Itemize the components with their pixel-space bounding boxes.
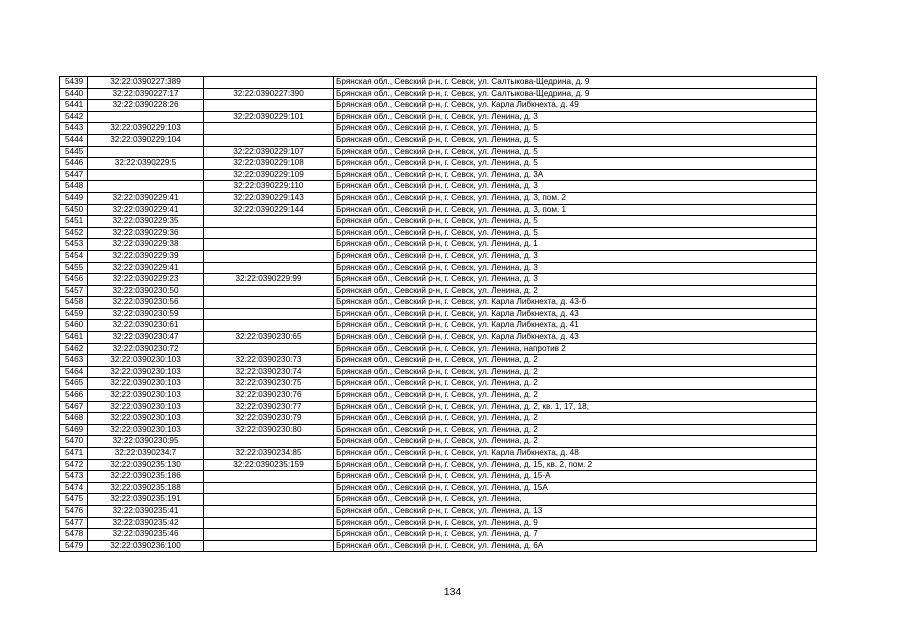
table-row xyxy=(60,471,817,483)
linked-cadastral-number-cell xyxy=(204,123,334,135)
table-row xyxy=(60,192,817,204)
table-row xyxy=(60,77,817,89)
address-cell: Брянская обл., Севский р-н, г. Севск, ул. Ленина, д. 3 xyxy=(334,111,817,123)
row-number-cell: 5461 xyxy=(60,332,88,344)
table-row xyxy=(60,529,817,541)
address-cell: Брянская обл., Севский р-н, г. Севск, ул. Ленина, д. 5 xyxy=(334,146,817,158)
linked-cadastral-number-cell: 32:22:0390229:144 xyxy=(204,204,334,216)
table-row xyxy=(60,540,817,552)
address-cell: Брянская обл., Севский р-н, г. Севск, ул. Ленина, д. 2, кв. 1, 17, 18, xyxy=(334,401,817,413)
address-cell: Брянская обл., Севский р-н, г. Севск, ул. Ленина, д. 3А xyxy=(334,169,817,181)
address-cell: Брянская обл., Севский р-н, г. Севск, ул. Ленина, д. 2 xyxy=(334,355,817,367)
linked-cadastral-number-cell: 32:22:0390229:101 xyxy=(204,111,334,123)
cadastral-number-cell: 32:22:0390235:46 xyxy=(88,529,204,541)
row-number-cell: 5440 xyxy=(60,88,88,100)
linked-cadastral-number-cell xyxy=(204,227,334,239)
address-cell: Брянская обл., Севский р-н, г. Севск, ул. Ленина, д. 2 xyxy=(334,390,817,402)
table-row xyxy=(60,332,817,344)
linked-cadastral-number-cell xyxy=(204,250,334,262)
row-number-cell: 5453 xyxy=(60,239,88,251)
row-number-cell: 5450 xyxy=(60,204,88,216)
cadastral-number-cell: 32:22:0390229:5 xyxy=(88,158,204,170)
table-row xyxy=(60,181,817,193)
cadastral-number-cell xyxy=(88,146,204,158)
registry-table-body xyxy=(60,77,817,552)
row-number-cell: 5441 xyxy=(60,100,88,112)
linked-cadastral-number-cell: 32:22:0390229:107 xyxy=(204,146,334,158)
linked-cadastral-number-cell xyxy=(204,343,334,355)
table-row xyxy=(60,505,817,517)
cadastral-number-cell: 32:22:0390229:41 xyxy=(88,204,204,216)
table-row xyxy=(60,448,817,460)
table-row xyxy=(60,494,817,506)
linked-cadastral-number-cell xyxy=(204,134,334,146)
address-cell: Брянская обл., Севский р-н, г. Севск, ул. Ленина, д. 3 xyxy=(334,262,817,274)
address-cell: Брянская обл., Севский р-н, г. Севск, ул. Ленина, д. 2 xyxy=(334,366,817,378)
cadastral-number-cell: 32:22:0390230:50 xyxy=(88,285,204,297)
address-cell: Брянская обл., Севский р-н, г. Севск, ул. Ленина, д. 3, пом. 1 xyxy=(334,204,817,216)
linked-cadastral-number-cell: 32:22:0390230:65 xyxy=(204,332,334,344)
row-number-cell: 5470 xyxy=(60,436,88,448)
linked-cadastral-number-cell: 32:22:0390234:85 xyxy=(204,448,334,460)
row-number-cell: 5463 xyxy=(60,355,88,367)
table-row xyxy=(60,459,817,471)
address-cell: Брянская обл., Севский р-н, г. Севск, ул. Ленина, д. 6А xyxy=(334,540,817,552)
row-number-cell: 5459 xyxy=(60,308,88,320)
row-number-cell: 5455 xyxy=(60,262,88,274)
table-row xyxy=(60,204,817,216)
table-row xyxy=(60,285,817,297)
linked-cadastral-number-cell: 32:22:0390229:109 xyxy=(204,169,334,181)
linked-cadastral-number-cell: 32:22:0390230:73 xyxy=(204,355,334,367)
linked-cadastral-number-cell xyxy=(204,239,334,251)
row-number-cell: 5462 xyxy=(60,343,88,355)
row-number-cell: 5446 xyxy=(60,158,88,170)
address-cell: Брянская обл., Севский р-н, г. Севск, ул. Ленина, д. 15-А xyxy=(334,471,817,483)
address-cell: Брянская обл., Севский р-н, г. Севск, ул. Ленина, д. 5 xyxy=(334,227,817,239)
linked-cadastral-number-cell xyxy=(204,529,334,541)
row-number-cell: 5454 xyxy=(60,250,88,262)
row-number-cell: 5468 xyxy=(60,413,88,425)
page-number: 134 xyxy=(443,586,462,598)
cadastral-number-cell: 32:22:0390230:95 xyxy=(88,436,204,448)
row-number-cell: 5475 xyxy=(60,494,88,506)
table-row xyxy=(60,378,817,390)
cadastral-number-cell: 32:22:0390230:103 xyxy=(88,355,204,367)
address-cell: Брянская обл., Севский р-н, г. Севск, ул. Ленина, д. 2 xyxy=(334,378,817,390)
registry-table xyxy=(59,76,817,552)
cadastral-number-cell: 32:22:0390230:103 xyxy=(88,401,204,413)
table-row xyxy=(60,274,817,286)
linked-cadastral-number-cell xyxy=(204,482,334,494)
table-row xyxy=(60,297,817,309)
cadastral-number-cell: 32:22:0390235:130 xyxy=(88,459,204,471)
cadastral-number-cell xyxy=(88,169,204,181)
linked-cadastral-number-cell: 32:22:0390229:143 xyxy=(204,192,334,204)
address-cell: Брянская обл., Севский р-н, г. Севск, ул. Салтыкова-Щедрина, д. 9 xyxy=(334,77,817,89)
table-row xyxy=(60,100,817,112)
linked-cadastral-number-cell xyxy=(204,505,334,517)
address-cell: Брянская обл., Севский р-н, г. Севск, ул. Ленина, д. 15А xyxy=(334,482,817,494)
linked-cadastral-number-cell xyxy=(204,216,334,228)
row-number-cell: 5477 xyxy=(60,517,88,529)
linked-cadastral-number-cell xyxy=(204,285,334,297)
cadastral-number-cell: 32:22:0390236:100 xyxy=(88,540,204,552)
table-row xyxy=(60,123,817,135)
address-cell: Брянская обл., Севский р-н, г. Севск, ул. Ленина, д. 7 xyxy=(334,529,817,541)
address-cell: Брянская обл., Севский р-н, г. Севск, ул. Ленина, д. 15, кв. 2, пом. 2 xyxy=(334,459,817,471)
linked-cadastral-number-cell xyxy=(204,540,334,552)
row-number-cell: 5448 xyxy=(60,181,88,193)
row-number-cell: 5439 xyxy=(60,77,88,89)
address-cell: Брянская обл., Севский р-н, г. Севск, ул. Ленина, д. 2 xyxy=(334,413,817,425)
cadastral-number-cell: 32:22:0390230:103 xyxy=(88,390,204,402)
table-row xyxy=(60,482,817,494)
cadastral-number-cell xyxy=(88,181,204,193)
row-number-cell: 5473 xyxy=(60,471,88,483)
cadastral-number-cell: 32:22:0390229:38 xyxy=(88,239,204,251)
address-cell: Брянская обл., Севский р-н, г. Севск, ул. Карла Либкнехта, д. 41 xyxy=(334,320,817,332)
row-number-cell: 5467 xyxy=(60,401,88,413)
table-row xyxy=(60,517,817,529)
linked-cadastral-number-cell: 32:22:0390235:159 xyxy=(204,459,334,471)
linked-cadastral-number-cell: 32:22:0390227:390 xyxy=(204,88,334,100)
table-row xyxy=(60,262,817,274)
table-row xyxy=(60,390,817,402)
row-number-cell: 5466 xyxy=(60,390,88,402)
row-number-cell: 5474 xyxy=(60,482,88,494)
address-cell: Брянская обл., Севский р-н, г. Севск, ул. Ленина, д. 5 xyxy=(334,123,817,135)
cadastral-number-cell: 32:22:0390230:56 xyxy=(88,297,204,309)
linked-cadastral-number-cell xyxy=(204,436,334,448)
table-row xyxy=(60,146,817,158)
linked-cadastral-number-cell xyxy=(204,262,334,274)
address-cell: Брянская обл., Севский р-н, г. Севск, ул. Ленина, д. 1 xyxy=(334,239,817,251)
address-cell: Брянская обл., Севский р-н, г. Севск, ул. Карла Либкнехта, д. 43 xyxy=(334,332,817,344)
linked-cadastral-number-cell: 32:22:0390230:77 xyxy=(204,401,334,413)
linked-cadastral-number-cell xyxy=(204,297,334,309)
cadastral-number-cell: 32:22:0390230:103 xyxy=(88,424,204,436)
row-number-cell: 5442 xyxy=(60,111,88,123)
address-cell: Брянская обл., Севский р-н, г. Севск, ул. Карла Либкнехта, д. 43-б xyxy=(334,297,817,309)
address-cell: Брянская обл., Севский р-н, г. Севск, ул. Ленина, д. 5 xyxy=(334,158,817,170)
row-number-cell: 5456 xyxy=(60,274,88,286)
row-number-cell: 5443 xyxy=(60,123,88,135)
table-row xyxy=(60,88,817,100)
linked-cadastral-number-cell: 32:22:0390230:80 xyxy=(204,424,334,436)
cadastral-number-cell: 32:22:0390230:103 xyxy=(88,378,204,390)
address-cell: Брянская обл., Севский р-н, г. Севск, ул. Ленина, напротив 2 xyxy=(334,343,817,355)
linked-cadastral-number-cell: 32:22:0390229:99 xyxy=(204,274,334,286)
address-cell: Брянская обл., Севский р-н, г. Севск, ул. Ленина, д. 3 xyxy=(334,181,817,193)
address-cell: Брянская обл., Севский р-н, г. Севск, ул. Карла Либкнехта, д. 49 xyxy=(334,100,817,112)
cadastral-number-cell: 32:22:0390229:41 xyxy=(88,192,204,204)
address-cell: Брянская обл., Севский р-н, г. Севск, ул. Ленина, д. 2 xyxy=(334,436,817,448)
table-row xyxy=(60,366,817,378)
address-cell: Брянская обл., Севский р-н, г. Севск, ул. Карла Либкнехта, д. 43 xyxy=(334,308,817,320)
cadastral-number-cell: 32:22:0390230:103 xyxy=(88,366,204,378)
cadastral-number-cell: 32:22:0390235:186 xyxy=(88,471,204,483)
row-number-cell: 5444 xyxy=(60,134,88,146)
cadastral-number-cell: 32:22:0390235:41 xyxy=(88,505,204,517)
linked-cadastral-number-cell: 32:22:0390229:110 xyxy=(204,181,334,193)
table-row xyxy=(60,134,817,146)
row-number-cell: 5465 xyxy=(60,378,88,390)
linked-cadastral-number-cell: 32:22:0390230:79 xyxy=(204,413,334,425)
cadastral-number-cell: 32:22:0390230:61 xyxy=(88,320,204,332)
address-cell: Брянская обл., Севский р-н, г. Севск, ул. Ленина, д. 3 xyxy=(334,250,817,262)
linked-cadastral-number-cell xyxy=(204,77,334,89)
cadastral-number-cell: 32:22:0390229:39 xyxy=(88,250,204,262)
linked-cadastral-number-cell: 32:22:0390229:108 xyxy=(204,158,334,170)
linked-cadastral-number-cell: 32:22:0390230:76 xyxy=(204,390,334,402)
cadastral-number-cell: 32:22:0390229:41 xyxy=(88,262,204,274)
row-number-cell: 5451 xyxy=(60,216,88,228)
address-cell: Брянская обл., Севский р-н, г. Севск, ул. Ленина, д. 13 xyxy=(334,505,817,517)
linked-cadastral-number-cell: 32:22:0390230:75 xyxy=(204,378,334,390)
row-number-cell: 5457 xyxy=(60,285,88,297)
address-cell: Брянская обл., Севский р-н, г. Севск, ул. Ленина, д. 2 xyxy=(334,424,817,436)
row-number-cell: 5469 xyxy=(60,424,88,436)
cadastral-number-cell: 32:22:0390229:104 xyxy=(88,134,204,146)
address-cell: Брянская обл., Севский р-н, г. Севск, ул. Салтыкова-Щедрина, д. 9 xyxy=(334,88,817,100)
linked-cadastral-number-cell xyxy=(204,517,334,529)
cadastral-number-cell: 32:22:0390227:389 xyxy=(88,77,204,89)
address-cell: Брянская обл., Севский р-н, г. Севск, ул. Ленина, д. 5 xyxy=(334,134,817,146)
row-number-cell: 5449 xyxy=(60,192,88,204)
cadastral-number-cell: 32:22:0390230:59 xyxy=(88,308,204,320)
cadastral-number-cell: 32:22:0390229:35 xyxy=(88,216,204,228)
address-cell: Брянская обл., Севский р-н, г. Севск, ул. Ленина, д. 3 xyxy=(334,274,817,286)
linked-cadastral-number-cell xyxy=(204,100,334,112)
cadastral-number-cell: 32:22:0390229:103 xyxy=(88,123,204,135)
table-row xyxy=(60,355,817,367)
address-cell: Брянская обл., Севский р-н, г. Севск, ул. Ленина, д. 2 xyxy=(334,285,817,297)
table-row xyxy=(60,436,817,448)
cadastral-number-cell: 32:22:0390230:47 xyxy=(88,332,204,344)
cadastral-number-cell xyxy=(88,111,204,123)
row-number-cell: 5478 xyxy=(60,529,88,541)
table-row xyxy=(60,169,817,181)
row-number-cell: 5460 xyxy=(60,320,88,332)
table-row xyxy=(60,320,817,332)
row-number-cell: 5458 xyxy=(60,297,88,309)
linked-cadastral-number-cell xyxy=(204,308,334,320)
table-row xyxy=(60,401,817,413)
table-row xyxy=(60,239,817,251)
address-cell: Брянская обл., Севский р-н, г. Севск, ул. Ленина, д. 5 xyxy=(334,216,817,228)
row-number-cell: 5464 xyxy=(60,366,88,378)
linked-cadastral-number-cell xyxy=(204,471,334,483)
table-row xyxy=(60,250,817,262)
cadastral-number-cell: 32:22:0390229:36 xyxy=(88,227,204,239)
cadastral-number-cell: 32:22:0390228:26 xyxy=(88,100,204,112)
address-cell: Брянская обл., Севский р-н, г. Севск, ул. Ленина, д. 9 xyxy=(334,517,817,529)
table-row xyxy=(60,111,817,123)
table-row xyxy=(60,413,817,425)
row-number-cell: 5479 xyxy=(60,540,88,552)
cadastral-number-cell: 32:22:0390229:23 xyxy=(88,274,204,286)
table-row xyxy=(60,158,817,170)
row-number-cell: 5472 xyxy=(60,459,88,471)
address-cell: Брянская обл., Севский р-н, г. Севск, ул. Ленина, xyxy=(334,494,817,506)
address-cell: Брянская обл., Севский р-н, г. Севск, ул. Ленина, д. 3, пом. 2 xyxy=(334,192,817,204)
cadastral-number-cell: 32:22:0390227:17 xyxy=(88,88,204,100)
cadastral-number-cell: 32:22:0390234:7 xyxy=(88,448,204,460)
row-number-cell: 5471 xyxy=(60,448,88,460)
cadastral-number-cell: 32:22:0390235:42 xyxy=(88,517,204,529)
linked-cadastral-number-cell xyxy=(204,320,334,332)
linked-cadastral-number-cell: 32:22:0390230:74 xyxy=(204,366,334,378)
address-cell: Брянская обл., Севский р-н, г. Севск, ул. Карла Либкнехта, д. 48 xyxy=(334,448,817,460)
table-row xyxy=(60,424,817,436)
cadastral-number-cell: 32:22:0390235:188 xyxy=(88,482,204,494)
table-row xyxy=(60,216,817,228)
row-number-cell: 5447 xyxy=(60,169,88,181)
table-row xyxy=(60,308,817,320)
cadastral-number-cell: 32:22:0390230:72 xyxy=(88,343,204,355)
linked-cadastral-number-cell xyxy=(204,494,334,506)
row-number-cell: 5476 xyxy=(60,505,88,517)
table-row xyxy=(60,227,817,239)
cadastral-number-cell: 32:22:0390235:191 xyxy=(88,494,204,506)
row-number-cell: 5452 xyxy=(60,227,88,239)
cadastral-number-cell: 32:22:0390230:103 xyxy=(88,413,204,425)
table-row xyxy=(60,343,817,355)
row-number-cell: 5445 xyxy=(60,146,88,158)
